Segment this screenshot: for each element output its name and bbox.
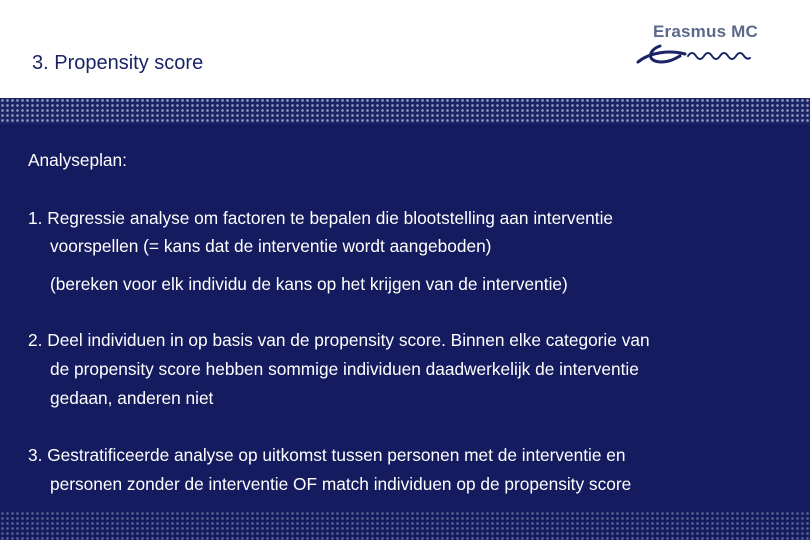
erasmus-signature-icon [630,32,780,72]
slide-body [0,124,810,504]
erasmus-mc-logo [630,10,780,72]
item-2-line-2: de propensity score hebben sommige individuen daadwerkelijk de interventie [50,359,639,379]
slide-title: 3. Propensity score [32,52,204,74]
item-1-note: (bereken voor elk individu de kans op het krijgen van de interventie) [50,274,568,294]
item-1-line-1: 1. Regressie analyse om factoren te bepalen die blootstelling aan interventie [28,208,614,228]
item-2-line-1: 2. Deel individuen in op basis van de propensity score. Binnen elke categorie van [28,330,650,350]
logo-wordmark: Erasmus MC [653,22,758,41]
slide-header [0,0,810,98]
item-1-line-2: voorspellen (= kans dat de interventie wordt aangeboden) [50,236,492,256]
item-3-line-2: personen zonder de interventie OF match individuen op de propensity score [50,474,632,494]
dotted-divider-top [0,98,810,124]
item-3-line-1: 3. Gestratificeerde analyse op uitkomst tussen personen met de interventie en [28,445,626,465]
intro-text: Analyseplan: [28,150,127,170]
dotted-divider-bottom [0,504,810,540]
item-2-line-3: gedaan, anderen niet [50,388,214,408]
